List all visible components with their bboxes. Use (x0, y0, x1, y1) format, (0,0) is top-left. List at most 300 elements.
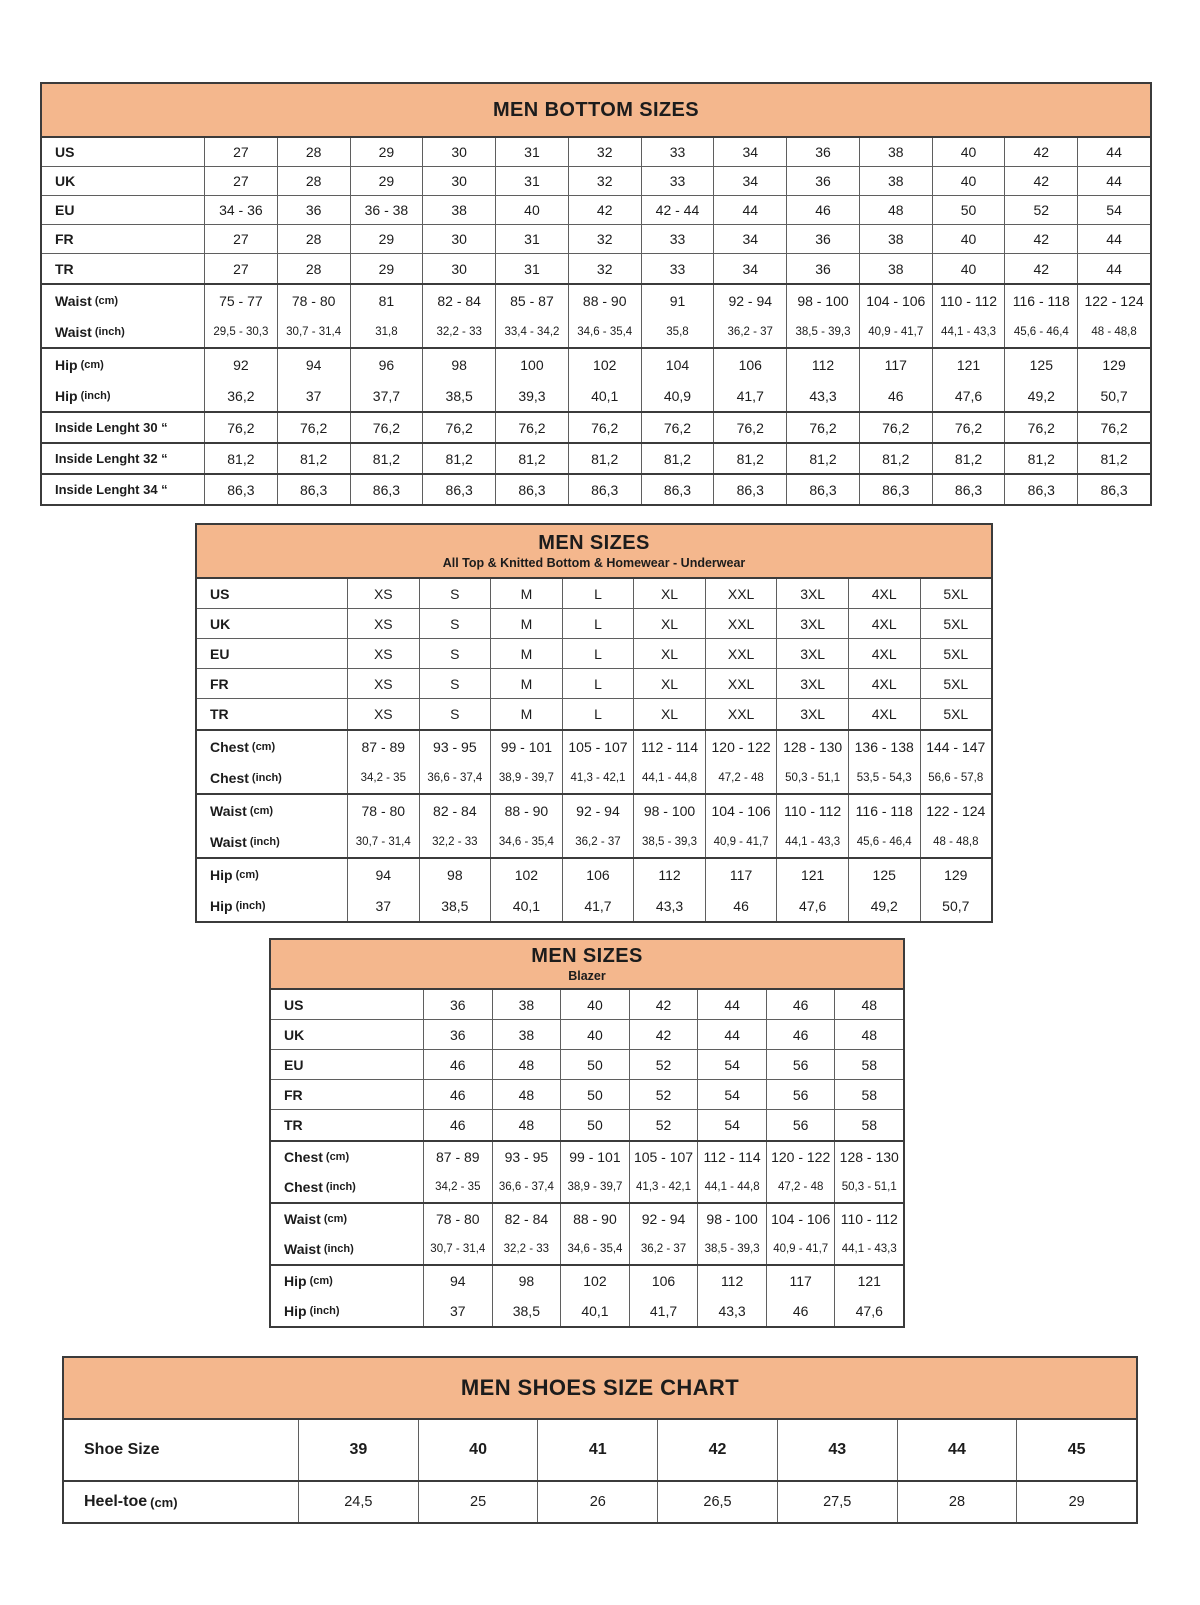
value-cell: 40,9 - 41,7 (860, 316, 933, 347)
value-cell: 36,6 - 37,4 (493, 1172, 562, 1202)
value-cell: 44,1 - 44,8 (634, 762, 706, 793)
men-shoes-size-chart-block-0 (64, 1420, 1136, 1482)
row-label-text: EU (55, 202, 75, 218)
table-row (197, 609, 991, 639)
value-cell: S (420, 579, 492, 608)
row-label (42, 285, 205, 316)
men-sizes-blazer-block-2 (271, 1204, 903, 1266)
value-cell: 129 (944, 866, 968, 883)
men-sizes-blazer-table (269, 938, 905, 1328)
row-label-text: Hip (284, 1273, 307, 1289)
value-cell: 4XL (849, 669, 921, 698)
value-cell: 104 - 106 (706, 795, 778, 826)
value-cell: 29 (1068, 1494, 1085, 1510)
value-cell: 49,2 (1005, 380, 1078, 411)
value-cell: 46 (767, 1020, 836, 1049)
value-cell: 81,2 (642, 444, 715, 473)
value-cell: 105 - 107 (630, 1142, 699, 1172)
value-cell: 54 (698, 1110, 767, 1140)
row-label (42, 380, 205, 411)
value-cell: 42 (1005, 254, 1078, 283)
value-cell: 104 - 106 (767, 1204, 836, 1234)
value-cell: 37 (278, 380, 351, 411)
men-sizes-blazer-title-band (271, 940, 903, 990)
value-cell: 25 (419, 1482, 539, 1522)
value-cell: 27 (205, 138, 278, 166)
men-shoes-size-chart-block-1 (64, 1482, 1136, 1522)
value-cell: 47,6 (777, 890, 849, 921)
value-cell: 46 (767, 1296, 836, 1326)
row-label (271, 1110, 424, 1140)
value-cell: 76,2 (933, 413, 1006, 442)
value-cell: 98 - 100 (787, 285, 860, 316)
value-cell: M (491, 579, 563, 608)
row-label-text: TR (284, 1117, 303, 1133)
value-cell: 46 (424, 1080, 493, 1109)
men-sizes-blazer-block-1 (271, 1142, 903, 1204)
value-cell: 38,9 - 39,7 (561, 1172, 630, 1202)
value-cell: 87 - 89 (424, 1142, 493, 1172)
value-cell: M (491, 669, 563, 698)
value-cell: 91 (642, 285, 715, 316)
value-cell: 46 (424, 1050, 493, 1079)
value-cell: XXL (706, 699, 778, 729)
value-cell: 110 - 112 (840, 1211, 898, 1227)
value-cell: 29 (351, 138, 424, 166)
value-cell: 41,7 (563, 890, 635, 921)
row-label (42, 316, 205, 347)
value-cell: 34 (714, 225, 787, 253)
value-cell: 40 (933, 167, 1006, 195)
value-cell: XS (348, 579, 420, 608)
value-cell: 45,6 - 46,4 (1005, 316, 1078, 347)
value-cell: 44 (1106, 231, 1122, 247)
value-cell: 86,3 (642, 475, 715, 504)
row-label (271, 1050, 424, 1079)
men-bottom-sizes-block-5 (42, 475, 1150, 504)
value-cell: 44 (1106, 144, 1122, 160)
row-label-text: Chest (284, 1149, 323, 1165)
men-bottom-sizes-block-2 (42, 349, 1150, 413)
value-cell: 49,2 (849, 890, 921, 921)
value-cell: 50,3 - 51,1 (777, 762, 849, 793)
value-cell: 37 (348, 890, 420, 921)
value-cell: 43,3 (787, 380, 860, 411)
value-cell: 42 (630, 990, 699, 1019)
value-cell: 116 - 118 (849, 795, 921, 826)
value-cell: 30,7 - 31,4 (424, 1234, 493, 1264)
value-cell: L (563, 669, 635, 698)
value-cell: 54 (1106, 202, 1122, 218)
value-cell: 39 (299, 1420, 419, 1480)
value-cell: 36,2 (205, 380, 278, 411)
value-cell: 42 (1005, 167, 1078, 195)
value-cell: 81,2 (278, 444, 351, 473)
value-cell: 121 (777, 859, 849, 890)
row-label (271, 1142, 424, 1172)
table-row (271, 1080, 903, 1110)
value-cell: 38,5 (423, 380, 496, 411)
value-cell: 50 (561, 1110, 630, 1140)
value-cell: XXL (706, 639, 778, 668)
value-cell: 29 (351, 225, 424, 253)
value-cell: 47,6 (933, 380, 1006, 411)
row-label-unit: (cm) (94, 294, 119, 307)
men-bottom-sizes-block-3 (42, 413, 1150, 444)
value-cell: 44,1 - 43,3 (777, 826, 849, 857)
value-cell: 34 (714, 138, 787, 166)
value-cell: 112 - 114 (698, 1142, 767, 1172)
value-cell: 28 (898, 1482, 1018, 1522)
value-cell: 104 - 106 (860, 285, 933, 316)
value-cell: 36,2 - 37 (630, 1234, 699, 1264)
row-label-text: UK (55, 173, 76, 189)
value-cell: 46 (424, 1110, 493, 1140)
table-row (42, 196, 1150, 225)
value-cell: 117 (767, 1266, 836, 1296)
value-cell: 44,1 - 43,3 (841, 1243, 897, 1255)
row-label (64, 1482, 299, 1522)
row-label-unit: (cm) (249, 804, 274, 817)
value-cell: 26,5 (658, 1482, 778, 1522)
value-cell: 58 (861, 1086, 878, 1103)
row-label-text: Hip (210, 866, 233, 883)
value-cell: XXL (706, 609, 778, 638)
row-label (42, 167, 205, 195)
row-label (42, 196, 205, 224)
value-cell: XL (634, 669, 706, 698)
value-cell: 94 (348, 859, 420, 890)
row-label-text: EU (210, 645, 230, 662)
value-cell: 34,2 - 35 (424, 1172, 493, 1202)
value-cell: 33,4 - 34,2 (496, 316, 569, 347)
row-label-text: UK (284, 1026, 305, 1043)
value-cell: 76,2 (423, 413, 496, 442)
row-label-text: Hip (55, 356, 78, 373)
row-label-text: Hip (55, 387, 78, 404)
value-cell: 38,5 (420, 890, 492, 921)
value-cell: 3XL (777, 609, 849, 638)
value-cell: 5XL (943, 675, 969, 692)
row-label-text: Inside Lenght 30 “ (55, 420, 168, 435)
value-cell: 36,2 - 37 (563, 826, 635, 857)
value-cell: 41,3 - 42,1 (563, 762, 635, 793)
value-cell: 30,7 - 31,4 (278, 316, 351, 347)
row-label (42, 225, 205, 253)
value-cell: 110 - 112 (933, 285, 1006, 316)
row-label-unit: (inch) (325, 1181, 356, 1193)
value-cell: 52 (630, 1110, 699, 1140)
row-label-text: Chest (284, 1179, 323, 1195)
value-cell: 36 (787, 138, 860, 166)
row-label (271, 1204, 424, 1234)
value-cell: 87 - 89 (348, 731, 420, 762)
row-label (197, 890, 348, 921)
value-cell: 28 (278, 167, 351, 195)
value-cell: 38,9 - 39,7 (491, 762, 563, 793)
value-cell: 48 - 48,8 (1091, 325, 1137, 338)
value-cell: 32 (569, 138, 642, 166)
value-cell: 48 (861, 1026, 878, 1043)
value-cell: 29 (351, 167, 424, 195)
value-cell: 81,2 (569, 444, 642, 473)
value-cell: 45 (1067, 1441, 1086, 1458)
value-cell: 86,3 (1005, 475, 1078, 504)
value-cell: 5XL (943, 615, 969, 632)
value-cell: 3XL (777, 669, 849, 698)
value-cell: 37,7 (351, 380, 424, 411)
value-cell: 34,6 - 35,4 (491, 826, 563, 857)
value-cell: 93 - 95 (493, 1142, 562, 1172)
value-cell: 86,3 (496, 475, 569, 504)
value-cell: 43,3 (634, 890, 706, 921)
value-cell: 117 (860, 349, 933, 380)
value-cell: 86,3 (351, 475, 424, 504)
value-cell: 33 (642, 225, 715, 253)
value-cell: S (420, 639, 492, 668)
value-cell: 5XL (943, 645, 969, 662)
men-bottom-sizes-block-0 (42, 138, 1150, 285)
row-label (197, 579, 348, 608)
value-cell: 75 - 77 (205, 285, 278, 316)
value-cell: 26 (538, 1482, 658, 1522)
table-row (42, 475, 1150, 504)
value-cell: 78 - 80 (348, 795, 420, 826)
value-cell: 86,3 (205, 475, 278, 504)
value-cell: 78 - 80 (278, 285, 351, 316)
value-cell: 110 - 112 (777, 795, 849, 826)
table-title: MEN SIZES (531, 945, 643, 967)
value-cell: 81,2 (787, 444, 860, 473)
value-cell: S (420, 669, 492, 698)
value-cell: 48 (493, 1080, 562, 1109)
row-label-unit: (cm) (323, 1213, 348, 1225)
value-cell: 86,3 (714, 475, 787, 504)
table-row (271, 990, 903, 1020)
table-row (271, 1266, 903, 1296)
row-label-unit: (inch) (251, 771, 282, 784)
value-cell: XXL (706, 669, 778, 698)
value-cell: 50 (561, 1080, 630, 1109)
row-label (271, 1080, 424, 1109)
value-cell: 32,2 - 33 (420, 826, 492, 857)
row-label (64, 1420, 299, 1480)
value-cell: 38 (860, 254, 933, 283)
table-row (271, 1204, 903, 1234)
value-cell: 28 (278, 254, 351, 283)
row-label (197, 669, 348, 698)
row-label-text: US (210, 585, 230, 602)
value-cell: 42 (630, 1020, 699, 1049)
table-row (64, 1482, 1136, 1522)
value-cell: 38 (860, 138, 933, 166)
value-cell: 38 (423, 196, 496, 224)
value-cell: 34,2 - 35 (348, 762, 420, 793)
value-cell: 44 (698, 1020, 767, 1049)
value-cell: S (420, 609, 492, 638)
value-cell: 58 (861, 1056, 878, 1073)
value-cell: XL (634, 579, 706, 608)
table-row (42, 225, 1150, 254)
value-cell: 30 (423, 254, 496, 283)
value-cell: 125 (1005, 349, 1078, 380)
value-cell: 31,8 (351, 316, 424, 347)
value-cell: 56 (767, 1050, 836, 1079)
value-cell: XS (348, 639, 420, 668)
value-cell: 41 (538, 1420, 658, 1480)
value-cell: 76,2 (1100, 419, 1128, 436)
row-label (271, 1266, 424, 1296)
value-cell: 96 (351, 349, 424, 380)
row-label (271, 1296, 424, 1326)
value-cell: 44,1 - 43,3 (933, 316, 1006, 347)
value-cell: 100 (496, 349, 569, 380)
table-row (42, 254, 1150, 283)
row-label-unit: (inch) (323, 1243, 354, 1255)
value-cell: 3XL (777, 639, 849, 668)
value-cell: 93 - 95 (420, 731, 492, 762)
value-cell: 76,2 (351, 413, 424, 442)
value-cell: 30 (423, 167, 496, 195)
row-label-text: Chest (210, 738, 249, 755)
row-label-text: Waist (55, 323, 92, 340)
row-label (197, 826, 348, 857)
value-cell: 86,3 (860, 475, 933, 504)
value-cell: 31 (496, 167, 569, 195)
row-label-text: FR (210, 675, 229, 692)
table-row (42, 167, 1150, 196)
value-cell: 98 (423, 349, 496, 380)
value-cell: 99 - 101 (561, 1142, 630, 1172)
value-cell: 29 (351, 254, 424, 283)
value-cell: M (491, 699, 563, 729)
table-row (271, 1296, 903, 1326)
value-cell: 81,2 (496, 444, 569, 473)
row-label-unit: (inch) (235, 899, 266, 912)
value-cell: 85 - 87 (496, 285, 569, 316)
value-cell: 92 - 94 (563, 795, 635, 826)
value-cell: L (563, 579, 635, 608)
value-cell: 81,2 (205, 444, 278, 473)
value-cell: 44,1 - 44,8 (698, 1172, 767, 1202)
row-label (42, 475, 205, 504)
value-cell: 41,3 - 42,1 (630, 1172, 699, 1202)
table-row (42, 380, 1150, 411)
value-cell: 53,5 - 54,3 (849, 762, 921, 793)
value-cell: 40 (933, 254, 1006, 283)
row-label-text: US (55, 144, 75, 160)
value-cell: 102 (491, 859, 563, 890)
value-cell: 50,7 (942, 897, 970, 914)
value-cell: 36 (787, 254, 860, 283)
row-label (271, 990, 424, 1019)
value-cell: XS (348, 669, 420, 698)
row-label (271, 1234, 424, 1264)
value-cell: 4XL (849, 609, 921, 638)
row-label-text: Hip (210, 897, 233, 914)
table-subtitle: Blazer (568, 969, 606, 983)
value-cell: 4XL (849, 579, 921, 608)
row-label-unit: (inch) (80, 389, 111, 402)
value-cell: 42 (569, 196, 642, 224)
value-cell: 117 (706, 859, 778, 890)
row-label (42, 413, 205, 442)
value-cell: 50,3 - 51,1 (841, 1181, 897, 1193)
value-cell: 136 - 138 (849, 731, 921, 762)
value-cell: 94 (424, 1266, 493, 1296)
value-cell: S (420, 699, 492, 729)
value-cell: 44 (1106, 173, 1122, 189)
table-row (197, 826, 991, 857)
value-cell: 24,5 (299, 1482, 419, 1522)
row-label (197, 699, 348, 729)
table-title: MEN BOTTOM SIZES (492, 98, 700, 121)
value-cell: XL (634, 699, 706, 729)
table-row (42, 316, 1150, 347)
value-cell: 41,7 (714, 380, 787, 411)
table-row (64, 1420, 1136, 1480)
men-sizes-top-title-band (197, 525, 991, 579)
table-row (271, 1050, 903, 1080)
value-cell: 102 (561, 1266, 630, 1296)
table-row (42, 444, 1150, 473)
value-cell: 144 - 147 (926, 738, 986, 755)
row-label (197, 639, 348, 668)
value-cell: 54 (698, 1080, 767, 1109)
value-cell: 36,2 - 37 (714, 316, 787, 347)
value-cell: 34,6 - 35,4 (569, 316, 642, 347)
value-cell: 98 (493, 1266, 562, 1296)
value-cell: 88 - 90 (569, 285, 642, 316)
value-cell: 99 - 101 (491, 731, 563, 762)
table-row (42, 285, 1150, 316)
value-cell: 5XL (943, 585, 969, 602)
value-cell: 47,2 - 48 (767, 1172, 836, 1202)
value-cell: 31 (496, 225, 569, 253)
value-cell: 98 (420, 859, 492, 890)
value-cell: 58 (861, 1117, 878, 1133)
value-cell: 43,3 (698, 1296, 767, 1326)
table-row (197, 859, 991, 890)
row-label-text: Inside Lenght 34 “ (55, 482, 168, 497)
table-row (197, 731, 991, 762)
value-cell: 30 (423, 138, 496, 166)
value-cell: 47,2 - 48 (706, 762, 778, 793)
value-cell: 92 (205, 349, 278, 380)
value-cell: 81,2 (423, 444, 496, 473)
value-cell: 47,6 (855, 1303, 883, 1319)
row-label (197, 859, 348, 890)
value-cell: 32,2 - 33 (493, 1234, 562, 1264)
value-cell: 106 (563, 859, 635, 890)
value-cell: 56 (767, 1110, 836, 1140)
row-label-text: TR (55, 260, 74, 277)
men-bottom-sizes-title-band (42, 84, 1150, 138)
value-cell: 52 (630, 1050, 699, 1079)
table-row (271, 1110, 903, 1140)
value-cell: 40,9 - 41,7 (706, 826, 778, 857)
value-cell: 82 - 84 (493, 1204, 562, 1234)
value-cell: 38 (860, 225, 933, 253)
value-cell: 30,7 - 31,4 (348, 826, 420, 857)
value-cell: 116 - 118 (1005, 285, 1078, 316)
value-cell: 76,2 (569, 413, 642, 442)
value-cell: 81,2 (714, 444, 787, 473)
value-cell: 120 - 122 (706, 731, 778, 762)
value-cell: 30 (423, 225, 496, 253)
table-row (197, 699, 991, 729)
value-cell: 82 - 84 (420, 795, 492, 826)
